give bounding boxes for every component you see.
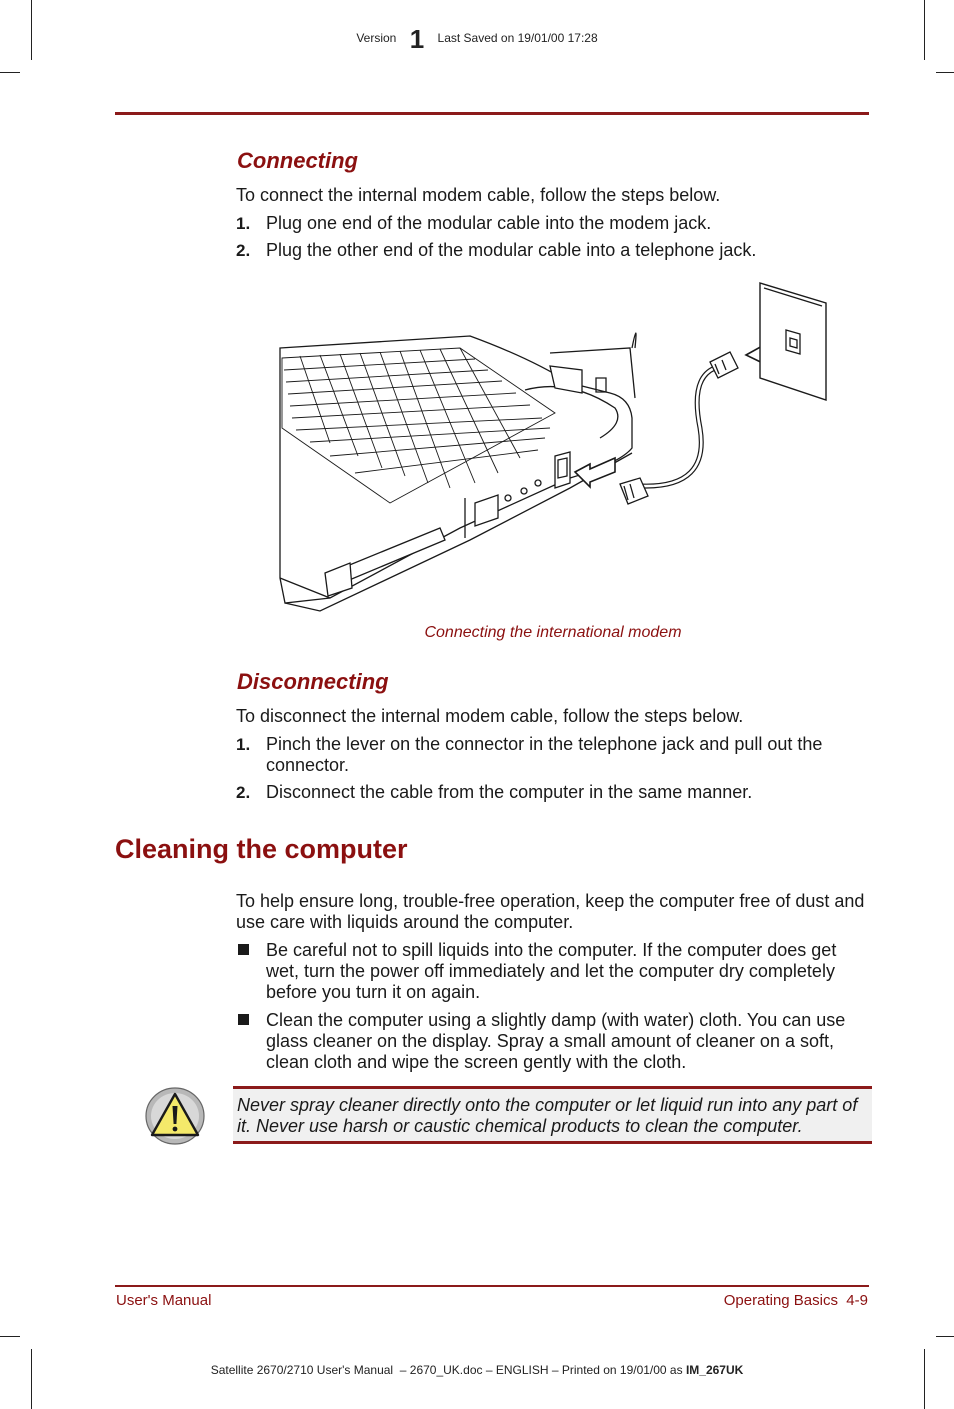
step-text: Plug the other end of the modular cable into a telephone jack. xyxy=(266,240,757,260)
crop-mark xyxy=(0,1336,20,1337)
footer-left: User's Manual xyxy=(116,1292,212,1309)
crop-mark xyxy=(936,1336,954,1337)
disconnecting-intro: To disconnect the internal modem cable, follow the steps below. xyxy=(236,706,744,726)
section-heading: Cleaning the computer xyxy=(115,834,408,864)
crop-mark xyxy=(924,1349,925,1409)
cleaning-intro: To help ensure long, trouble-free operation, keep the computer free of dust and use care with liquids around the computer. xyxy=(236,891,865,932)
version-header xyxy=(0,24,954,55)
crop-mark xyxy=(0,72,20,73)
step-text: Disconnect the cable from the computer in the same manner. xyxy=(266,782,753,802)
step-number: 1. xyxy=(236,735,251,754)
step-number: 2. xyxy=(236,241,251,260)
version-label: Version xyxy=(356,31,397,45)
caution-icon xyxy=(143,1086,207,1146)
print-info: Satellite 2670/2710 User's Manual – 2670_UK.doc – ENGLISH – Printed on 19/01/00 as xyxy=(210,1363,686,1377)
top-rule xyxy=(115,112,869,115)
connecting-intro: To connect the internal modem cable, follow the steps below. xyxy=(236,185,721,205)
step-text: Plug one end of the modular cable into the modem jack. xyxy=(266,213,712,233)
bullet-marker xyxy=(238,1014,249,1025)
bullet-text: Be careful not to spill liquids into the computer. If the computer does get wet, turn the power off immediately and let the computer dry completely before you turn it on again. xyxy=(266,940,837,1002)
step-text: Pinch the lever on the connector in the telephone jack and pull out the connector. xyxy=(266,734,823,775)
step-number: 1. xyxy=(236,214,251,233)
warning-text: Never spray cleaner directly onto the computer or let liquid run into any part of it. Never use harsh or caustic chemical products to clean the computer. xyxy=(237,1095,858,1136)
crop-mark xyxy=(31,1349,32,1409)
step-number: 2. xyxy=(236,783,251,802)
bottom-rule xyxy=(115,1285,869,1287)
figure-caption: Connecting the international modem xyxy=(424,624,682,641)
disconnecting-heading: Disconnecting xyxy=(237,669,389,694)
version-number: 1 xyxy=(409,24,425,54)
bullet-text: Clean the computer using a slightly damp (with water) cloth. You can use glass cleaner on the display. Spray a small amount of cleaner on a soft, clean cloth and wipe the screen gently with the cloth. xyxy=(266,1010,846,1072)
print-line xyxy=(0,1363,954,1377)
last-saved: Last Saved on 19/01/00 17:28 xyxy=(437,31,598,45)
modem-connection-illustration xyxy=(270,278,840,618)
bullet-marker xyxy=(238,944,249,955)
crop-mark xyxy=(936,72,954,73)
print-code: IM_267UK xyxy=(685,1363,744,1377)
footer-right: Operating Basics 4-9 xyxy=(723,1292,868,1309)
connecting-heading: Connecting xyxy=(237,148,358,173)
